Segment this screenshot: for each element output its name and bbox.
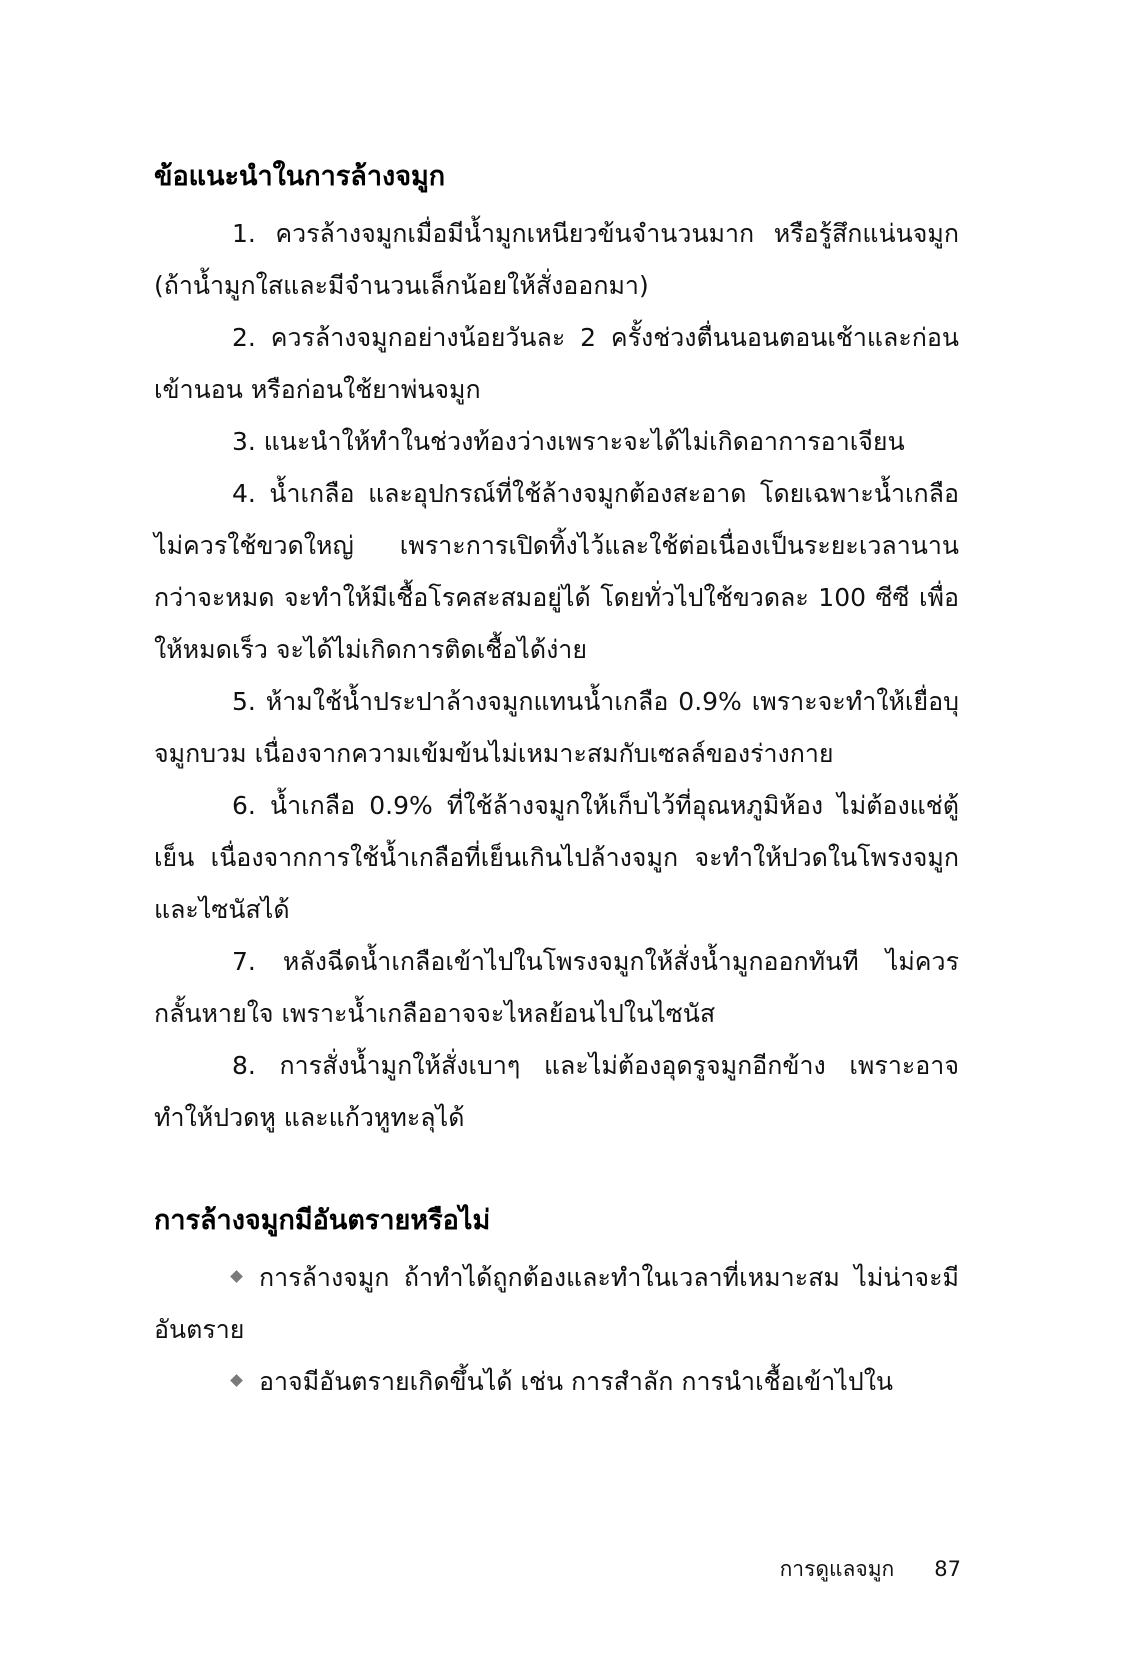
diamond-bullet-icon xyxy=(230,1374,243,1387)
section-heading-tips: ข้อแนะนำในการล้างจมูก xyxy=(154,161,446,192)
tip-item-6: 6. น้ำเกลือ 0.9% ที่ใช้ล้างจมูกให้เก็บไว้ที่อุณหภูมิห้อง ไม่ต้องแช่ตู้เย็น เนื่องจากการใช้น้ำเกลือที่เย็นเกินไปล้างจมูก จะทำให้ปวดในโพรงจมูกและไซนัสได้ xyxy=(154,791,959,924)
section-heading-danger: การล้างจมูกมีอันตรายหรือไม่ xyxy=(154,1205,491,1236)
bullet-item-2 xyxy=(154,1356,959,1408)
tip-item-3: 3. แนะนำให้ทำในช่วงท้องว่างเพราะจะได้ไม่เกิดอาการอาเจียน xyxy=(232,427,905,456)
bullet-text-2: อาจมีอันตรายเกิดขึ้นได้ เช่น การสำลัก การนำเชื้อเข้าไปใน xyxy=(259,1367,894,1396)
page-content xyxy=(154,150,959,1408)
diamond-bullet-icon xyxy=(230,1270,243,1283)
page-footer xyxy=(780,1554,961,1584)
tip-item-4: 4. น้ำเกลือ และอุปกรณ์ที่ใช้ล้างจมูกต้องสะอาด โดยเฉพาะน้ำเกลือไม่ควรใช้ขวดใหญ่ เพราะการเปิดทิ้งไว้และใช้ต่อเนื่องเป็นระยะเวลานานกว่าจะหมด จะทำให้มีเชื้อโรคสะสมอยู่ได้ โดยทั่วไปใช้ขวดละ 100 ซีซี เพื่อให้หมดเร็ว จะได้ไม่เกิดการติดเชื้อได้ง่าย xyxy=(154,479,959,664)
tip-item-2: 2. ควรล้างจมูกอย่างน้อยวันละ 2 ครั้งช่วงตื่นนอนตอนเช้าและก่อนเข้านอน หรือก่อนใช้ยาพ่นจมูก xyxy=(154,323,959,404)
bullet-item-1 xyxy=(154,1252,959,1356)
tip-item-8: 8. การสั่งน้ำมูกให้สั่งเบาๆ และไม่ต้องอุดรูจมูกอีกข้าง เพราะอาจทำให้ปวดหู และแก้วหูทะลุได้ xyxy=(154,1051,959,1132)
page-number: 87 xyxy=(934,1557,961,1581)
tip-item-7: 7. หลังฉีดน้ำเกลือเข้าไปในโพรงจมูกให้สั่งน้ำมูกออกทันที ไม่ควรกลั้นหายใจ เพราะน้ำเกลืออาจจะไหลย้อนไปในไซนัส xyxy=(154,947,959,1028)
tip-item-1: 1. ควรล้างจมูกเมื่อมีน้ำมูกเหนียวข้นจำนวนมาก หรือรู้สึกแน่นจมูก (ถ้าน้ำมูกใสและมีจำนวนเล็กน้อยให้สั่งออกมา) xyxy=(154,219,959,300)
tip-item-5: 5. ห้ามใช้น้ำประปาล้างจมูกแทนน้ำเกลือ 0.9% เพราะจะทำให้เยื่อบุจมูกบวม เนื่องจากความเข้มข้นไม่เหมาะสมกับเซลล์ของร่างกาย xyxy=(154,687,959,768)
running-title: การดูแลจมูก xyxy=(779,1557,895,1581)
bullet-text-1: การล้างจมูก ถ้าทำได้ถูกต้องและทำในเวลาที่เหมาะสม ไม่น่าจะมีอันตราย xyxy=(154,1263,959,1344)
